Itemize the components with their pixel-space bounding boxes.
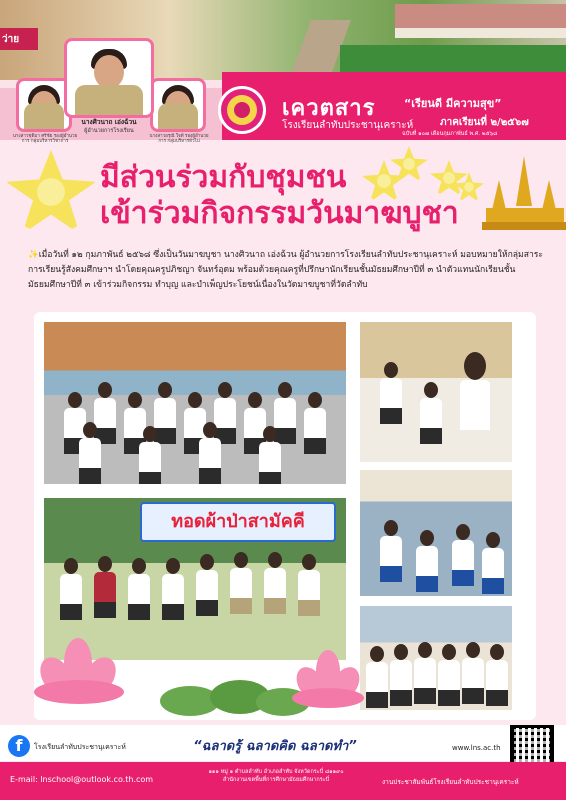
portrait-right [150, 78, 206, 132]
motto: “เรียนดี มีความสุข” [404, 97, 502, 110]
headline [100, 160, 459, 232]
headline-line-1: มีส่วนร่วมกับชุมชน [100, 160, 347, 195]
school-name: โรงเรียนลำทับประชานุเคราะห์ [282, 120, 414, 131]
photo-teachers-students [360, 606, 512, 710]
issue-info: ฉบับที่ ๑๐๗ เดือนกุมภาพันธ์ พ.ศ. ๒๕๖๘ [402, 131, 498, 137]
photo-volunteering [360, 470, 512, 596]
building-roof [395, 4, 566, 28]
building-wall [395, 28, 566, 38]
director-role: ผู้อำนวยการโรงเรียน [84, 128, 134, 134]
address-line-2: สำนักงานเขตพื้นที่การศึกษามัธยมศึกษากระบี่ [222, 777, 330, 783]
intro-paragraph: ✨เมื่อวันที่ ๑๒ กุมภาพันธ์ ๒๕๖๘ ซึ่งเป็นวันมาฆบูชา นางศิวนาถ เอ่งฉ้วน ผู้อำนวยการโรงเรียนลำทับประชานุเคราะห์ มอบหมายให้กลุ่มสาระการเรียนรู้สังคมศึกษาฯ นำโดยคุณครูปภิชญา จันทร์อุดม พร้อมด้วยคุณครูที่ปรึกษานักเรียนชั้นมัธยมศึกษาปีที่ ๓ นำตัวแทนนักเรียนชั้นมัธยมศึกษาปีที่ ๓ เข้าร่วมกิจกรรม ทำบุญ และบำเพ็ญประโยชน์เนื่องในวัดมาฆบูชาที่วัดลำทับ [28, 250, 544, 290]
robe-banner-text: ทอดผ้าป่าสามัคคี [171, 511, 305, 532]
photo-robe-ceremony [44, 498, 346, 660]
left-caption: นางสาวชุติมา ศรีชัย รองผู้อำนวยการ กลุ่มบริหารวิชาการ [12, 134, 78, 144]
school-logo [218, 86, 266, 134]
director-name: นางศิวนาถ เอ่งฉ้วน [81, 118, 137, 126]
lotus-icon [292, 650, 364, 720]
email[interactable]: E-mail: lnschool@outlook.co.th.com [10, 775, 154, 784]
photo-group-students [44, 322, 346, 484]
portrait-director [64, 38, 154, 118]
semester: ภาคเรียนที่ ๒/๒๕๖๗ [440, 117, 529, 128]
side-sign: ว่าย [0, 28, 38, 50]
facebook-label[interactable]: โรงเรียนลำทับประชานุเคราะห์ [34, 743, 126, 751]
slogan: “ฉลาดรู้ ฉลาดคิด ฉลาดทำ” [193, 739, 357, 754]
pr-department: งานประชาสัมพันธ์โรงเรียนลำทับประชานุเคราะห์ [382, 778, 519, 786]
robe-banner [140, 502, 336, 542]
photo-merit-making [360, 322, 512, 462]
facebook-icon[interactable]: f [8, 735, 30, 757]
right-caption: นางสาวอรุณี ใจดี รองผู้อำนวยการ กลุ่มบริหารทั่วไป [149, 134, 209, 144]
director-caption [60, 117, 158, 135]
flower-icon [6, 150, 96, 234]
address-line-1: ๑๑๑ หมู่ ๑ ตำบลลำทับ อำเภอลำทับ จังหวัดกระบี่ ๘๑๑๙๐ [208, 769, 344, 775]
qr-code-pattern [514, 729, 550, 765]
temple-icon [482, 156, 566, 236]
newsletter-title: เควตสาร [282, 96, 376, 121]
lotus-icon [34, 638, 124, 718]
headline-line-2: เข้าร่วมกิจกรรมวันมาฆบูชา [100, 196, 459, 231]
lily-pad-icon [160, 676, 310, 720]
website-link[interactable]: www.lns.ac.th [452, 744, 501, 752]
address [176, 768, 376, 784]
